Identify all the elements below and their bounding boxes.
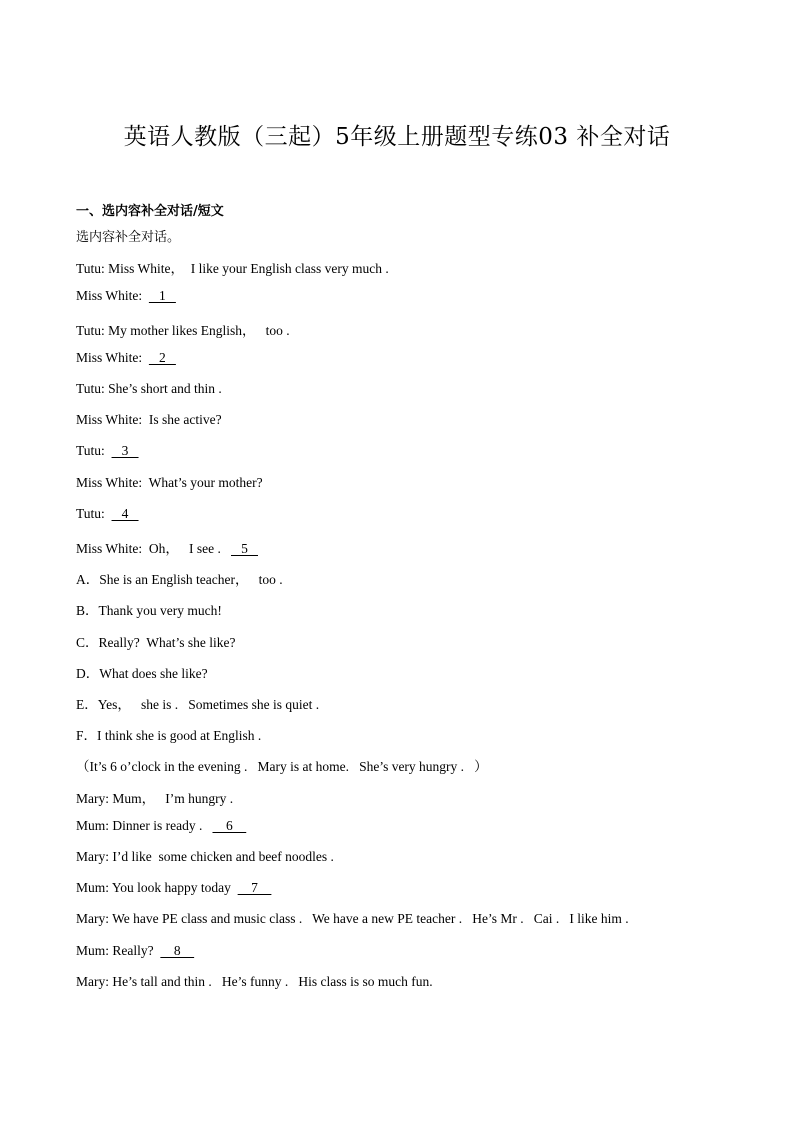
dialogue-line: Mary: We have PE class and music class . We have a new PE teacher . He’s Mr . Cai . I like him . — [76, 911, 629, 926]
passage-intro: （It’s 6 o’clock in the evening . Mary is at home. She’s very hungry . ） — [76, 759, 488, 774]
answer-blank: 6 — [212, 818, 247, 833]
answer-blank: 1 — [148, 288, 176, 303]
dialogue-line: Mum: You look happy today 7 — [76, 880, 272, 895]
option-item: F．I think she is good at English . — [76, 728, 262, 743]
section-heading: 一、选内容补全对话/短文 — [76, 204, 224, 219]
dialogue-line: Miss White: Oh， I see . 5 — [76, 541, 258, 556]
dialogue-line: Mum: Dinner is ready . 6 — [76, 818, 247, 833]
option-item: E．Yes， she is . Sometimes she is quiet . — [76, 697, 320, 712]
dialogue-line: Miss White: Is she active? — [76, 412, 222, 427]
answer-blank: 2 — [148, 350, 176, 365]
dialogue-line: Tutu: Miss White， I like your English class very much . — [76, 261, 389, 276]
dialogue-line: Miss White: 1 — [76, 288, 176, 303]
answer-blank: 3 — [111, 443, 139, 458]
answer-blank: 7 — [237, 880, 272, 895]
dialogue-line: Tutu: 4 — [76, 506, 139, 521]
dialogue-line: Tutu: 3 — [76, 443, 139, 458]
option-item: C．Really? What’s she like? — [76, 635, 236, 650]
dialogue-line: Mary: He’s tall and thin . He’s funny . His class is so much fun. — [76, 974, 433, 989]
dialogue-line: Miss White: 2 — [76, 350, 176, 365]
option-item: D．What does she like? — [76, 666, 208, 681]
dialogue-line: Tutu: My mother likes English， too . — [76, 323, 290, 338]
option-item: B．Thank you very much! — [76, 603, 222, 618]
page-title: 英语人教版（三起）5年级上册题型专练03 补全对话 — [123, 124, 671, 150]
answer-blank: 5 — [231, 541, 258, 556]
answer-blank: 4 — [111, 506, 139, 521]
dialogue-line: Mary: Mum， I’m hungry . — [76, 791, 234, 806]
instruction-text: 选内容补全对话。 — [76, 230, 181, 245]
option-item: A．She is an English teacher， too . — [76, 572, 283, 587]
dialogue-line: Miss White: What’s your mother? — [76, 475, 263, 490]
dialogue-line: Mum: Really? 8 — [76, 943, 195, 958]
dialogue-line: Tutu: She’s short and thin . — [76, 381, 222, 396]
dialogue-line: Mary: I’d like some chicken and beef noodles . — [76, 849, 334, 864]
answer-blank: 8 — [160, 943, 195, 958]
